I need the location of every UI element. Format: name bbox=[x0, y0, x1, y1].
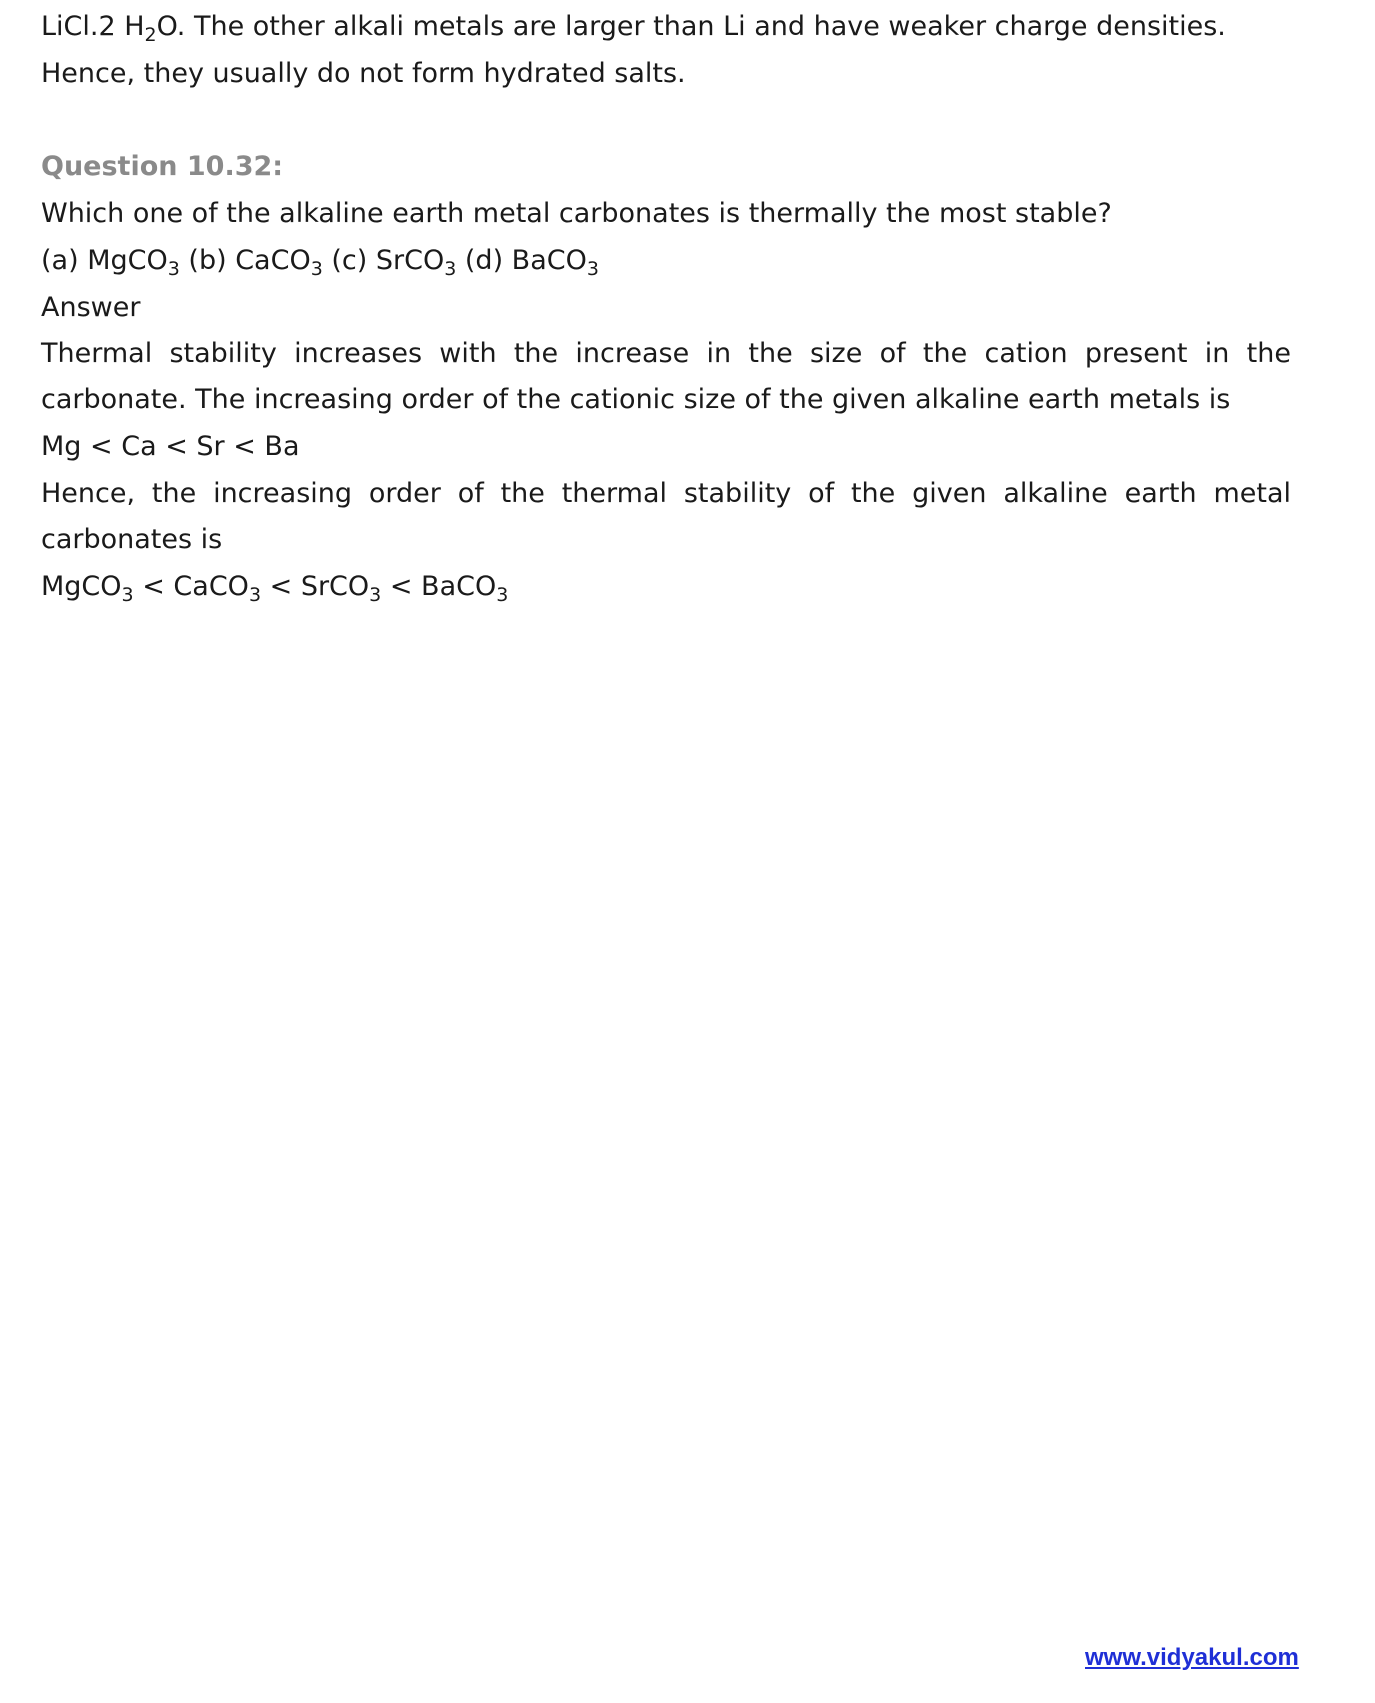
question-heading: Question 10.32: bbox=[41, 151, 284, 182]
answer-para2-line1: Hence, the increasing order of the thermal stability of the given alkaline earth metal bbox=[41, 478, 1291, 509]
option-a: (a) MgCO$_3$ bbox=[41, 245, 180, 280]
order-item-srco3: < SrCO$_3$ bbox=[261, 571, 382, 606]
option-d: (d) BaCO$_3$ bbox=[456, 245, 599, 280]
option-b: (b) CaCO$_3$ bbox=[179, 245, 323, 280]
order-item-mgco3: MgCO$_3$ bbox=[41, 571, 134, 606]
answer-para2-line2: carbonates is bbox=[41, 524, 223, 555]
order-item-caco3: < CaCO$_3$ bbox=[133, 571, 262, 606]
footer-website-link[interactable]: www.vidyakul.com bbox=[1085, 1644, 1299, 1671]
order-item-baco3: < BaCO$_3$ bbox=[381, 571, 509, 606]
answer-label: Answer bbox=[41, 292, 141, 323]
thermal-stability-order bbox=[41, 570, 508, 604]
continuation-line-2: Hence, they usually do not form hydrated salts. bbox=[41, 58, 686, 89]
option-c: (c) SrCO$_3$ bbox=[322, 245, 457, 280]
question-text: Which one of the alkaline earth metal carbonates is thermally the most stable? bbox=[41, 198, 1112, 229]
answer-para1-line3: Mg < Ca < Sr < Ba bbox=[41, 431, 300, 462]
question-options bbox=[41, 244, 599, 278]
answer-para1-line1: Thermal stability increases with the increase in the size of the cation present in the bbox=[41, 338, 1291, 369]
answer-para1-line2: carbonate. The increasing order of the cationic size of the given alkaline earth metals is bbox=[41, 384, 1231, 415]
continuation-line-1: LiCl.2 $H_2O$. The other alkali metals are larger than Li and have weaker charge densities. bbox=[41, 11, 1226, 46]
